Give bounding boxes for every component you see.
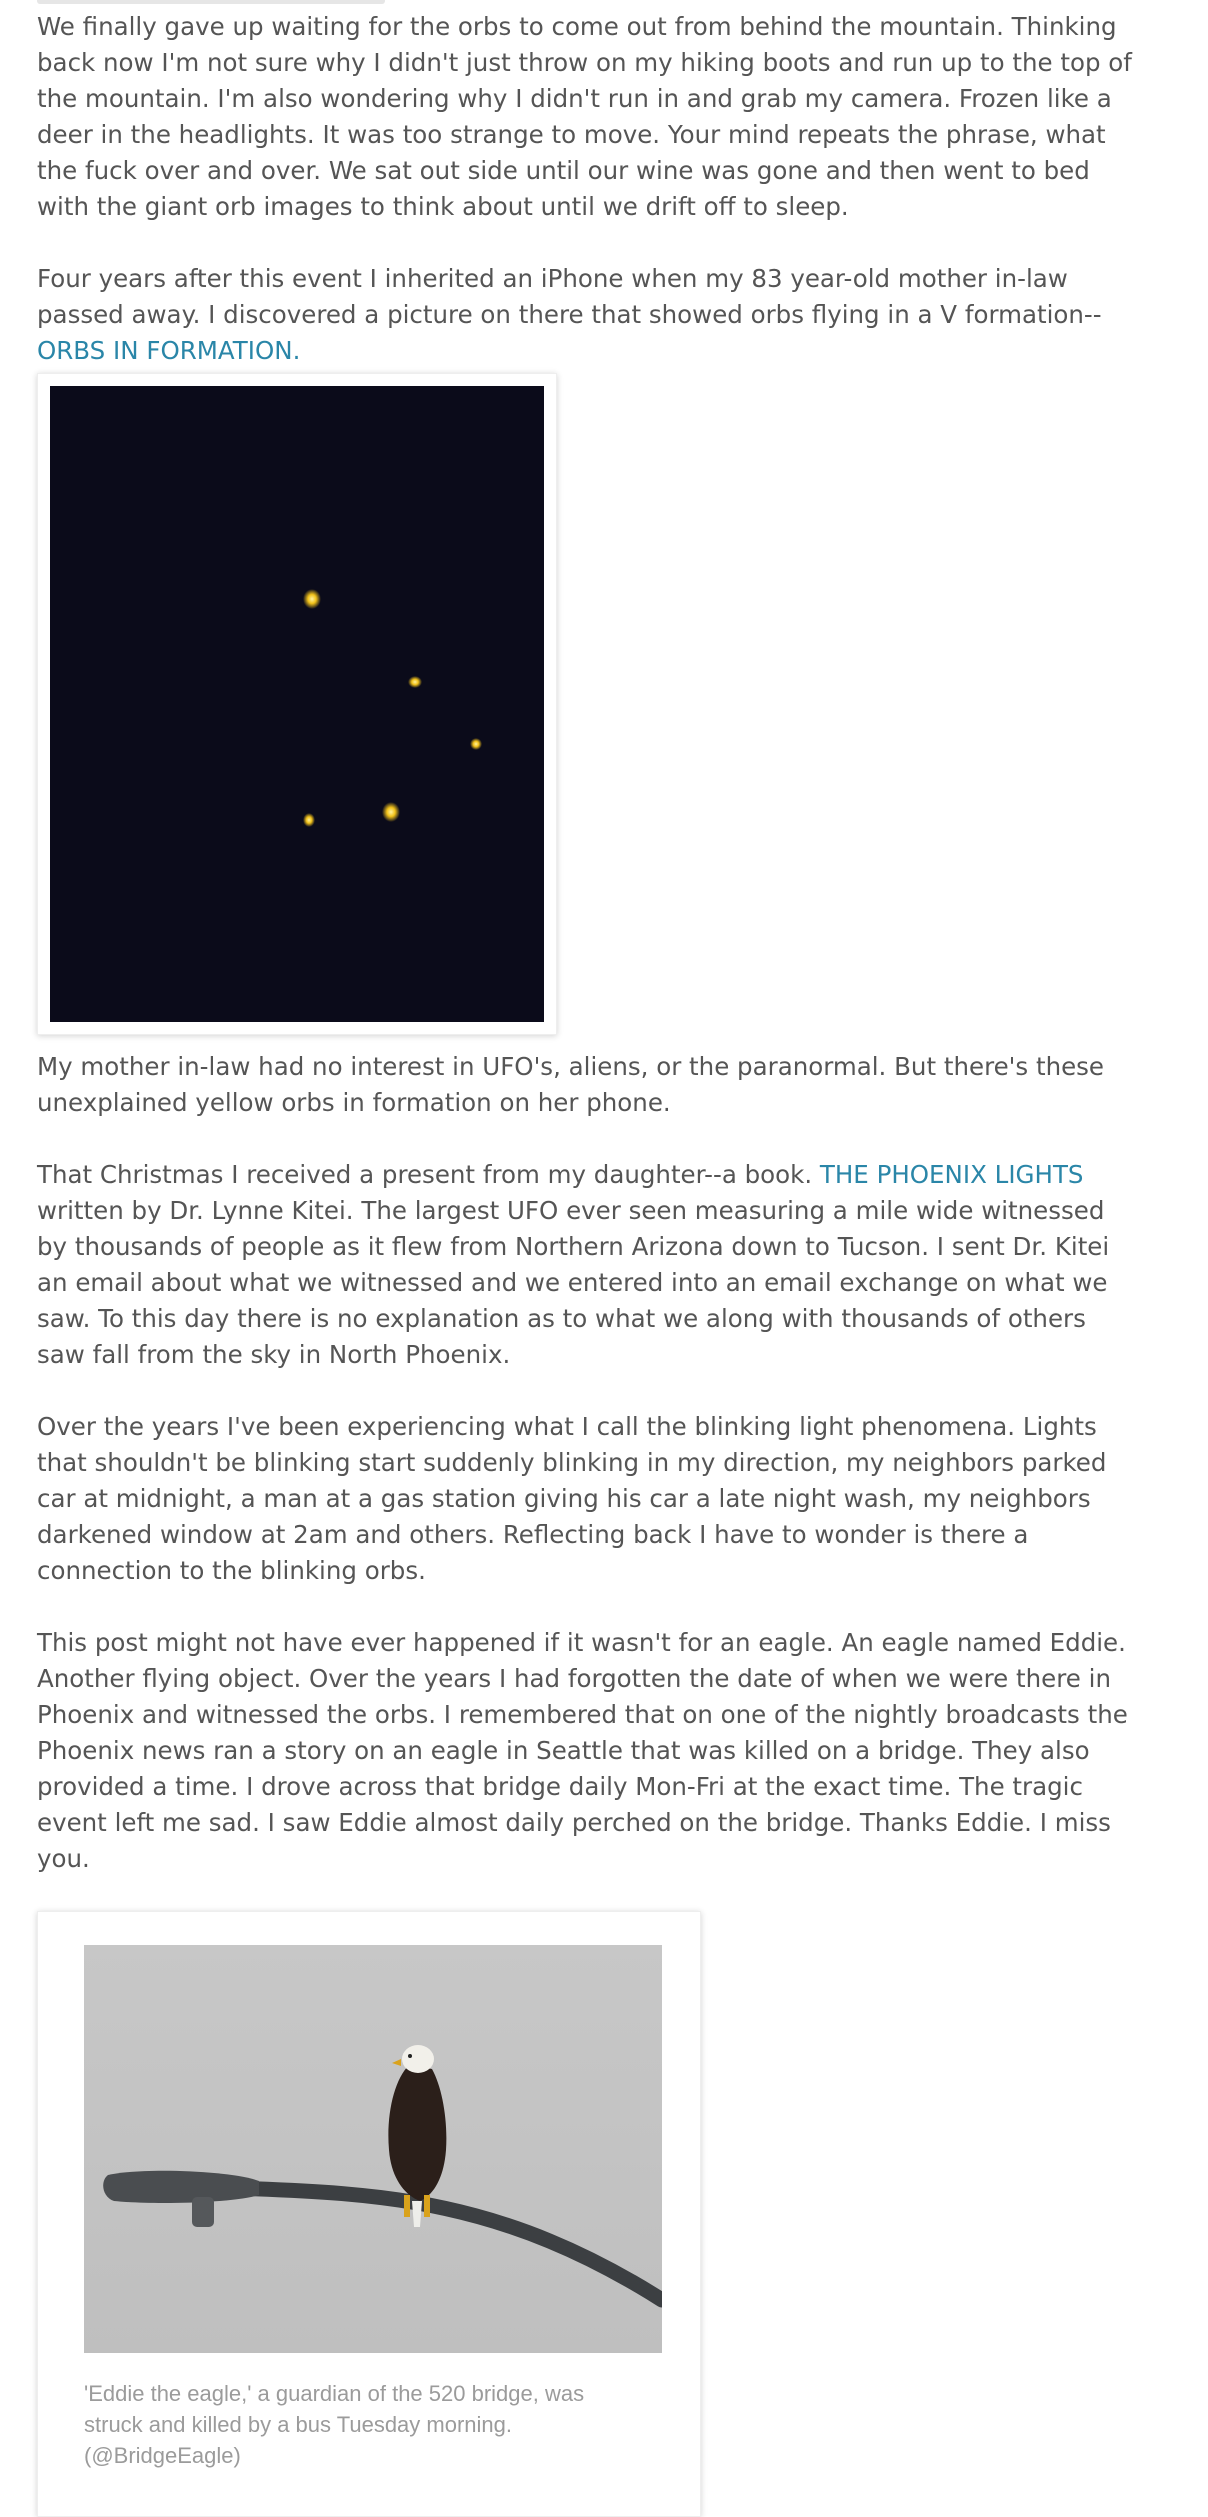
orb [470,738,482,750]
orb [303,589,321,609]
phoenix-lights-link[interactable]: THE PHOENIX LIGHTS [819,1160,1084,1189]
orb [408,676,422,688]
orb [303,813,315,827]
orb [382,802,400,822]
lamp-lens [192,2197,214,2227]
top-divider [37,0,385,4]
paragraph-orbs-mountain: We finally gave up waiting for the orbs to come out from behind the mountain. Thinking back now I'm not sure why I didn't just throw on my hiking boots and run up to the top of the mountain. I'm also wondering why I didn't run in and grab my camera. Frozen like a deer in the headlights. It was too strange to move. Your mind repeats the phrase, what the fuck over and over. We sat out side until our wine was gone and then went to bed with the giant orb images to think about until we drift off to sleep. [37,12,1132,221]
eagle-photo-caption: 'Eddie the eagle,' a guardian of the 520 bridge, was struck and killed by a bus Tuesday morning. (@BridgeEagle) [84,2381,585,2468]
paragraph-mother-in-law: My mother in-law had no interest in UFO's, aliens, or the paranormal. But there's these unexplained yellow orbs in formation on her phone. [37,1052,1105,1117]
orbs-in-formation-photo[interactable] [50,386,544,1022]
paragraph-phoenix-lights-intro: That Christmas I received a present from my daughter--a book. [37,1160,820,1189]
blog-post-body [37,9,1137,2517]
night-sky [50,386,544,1022]
street-lamp-head [103,2171,259,2203]
paragraph-iphone-text: Four years after this event I inherited an iPhone when my 83 year-old mother in-law passed away. I discovered a picture on there that showed orbs flying in a V formation-- [37,264,1103,329]
paragraph-eagle-eddie: This post might not have ever happened if it wasn't for an eagle. An eagle named Eddie. Another flying object. Over the years I had forgotten the date of when we were there in Phoenix and witnessed the orbs. I remembered that on one of the nightly broadcasts the Phoenix news ran a story on an eagle in Seattle that was killed on a bridge. They also provided a time. I drove across that bridge daily Mon-Fri at the exact time. The tragic event left me sad. I saw Eddie almost daily perched on the bridge. Thanks Eddie. I miss you. [37,1628,1128,1873]
overcast-sky [84,1945,662,2353]
orbs-photo-frame [37,373,557,1035]
paragraph-phoenix-lights-rest: written by Dr. Lynne Kitei. The largest UFO ever seen measuring a mile wide witnessed by thousands of people as it flew from Northern Arizona down to Tucson. I sent Dr. Kitei an email about what we witnessed and we entered into an email exchange on what we saw. To this day there is no explanation as to what we along with thousands of others saw fall from the sky in North Phoenix. [37,1196,1110,1369]
eddie-the-eagle-photo[interactable] [84,1945,662,2353]
eagle-photo-frame [37,1911,701,2517]
paragraph-blinking-lights: Over the years I've been experiencing what I call the blinking light phenomena. Lights that shouldn't be blinking start suddenly blinking in my direction, my neighbors parked car at midnight, a man at a gas station giving his car a late night wash, my neighbors darkened window at 2am and others. Reflecting back I have to wonder is there a connection to the blinking orbs. [37,1412,1107,1585]
paragraph-phoenix-lights [37,1157,1137,1373]
paragraph-iphone [37,261,1137,369]
orbs-in-formation-link[interactable]: ORBS IN FORMATION. [37,336,301,365]
